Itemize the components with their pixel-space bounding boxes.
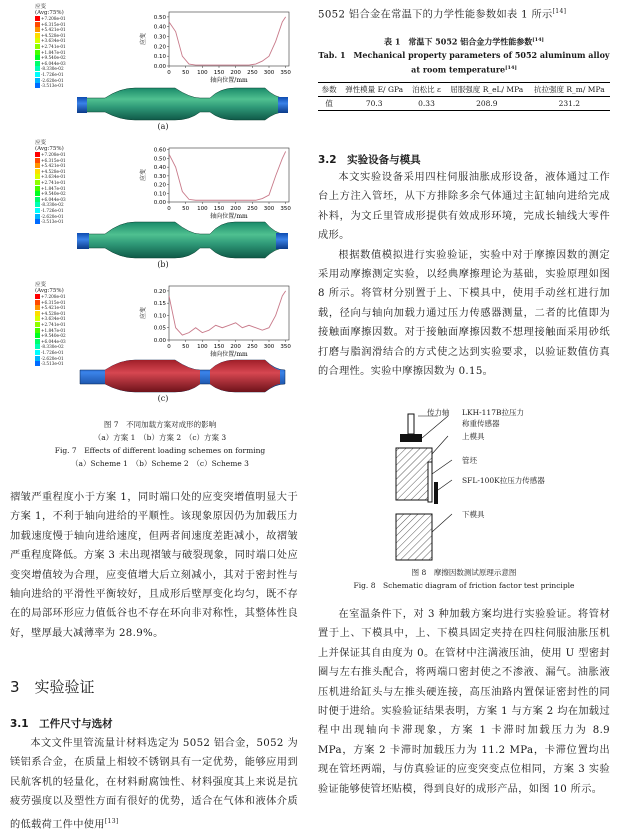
legend-swatch: [35, 344, 40, 349]
legend-value: -1.726e-01: [41, 207, 64, 213]
th-modulus: 弹性模量 E/ GPa: [345, 85, 404, 94]
y-axis-label: 应变: [140, 306, 147, 320]
legend-value: +3.634e-01: [41, 38, 66, 44]
x-tick-label: 250: [247, 206, 258, 212]
legend-swatch: [35, 333, 40, 338]
legend-value: +7.208e-01: [41, 16, 66, 21]
legend-value: +1.847e-01: [41, 327, 66, 333]
fig8-caption-cn: 图 8 摩擦因数测试原理示意图: [411, 568, 517, 577]
x-tick-label: 0: [167, 344, 171, 350]
left-body-text: [10, 488, 298, 643]
x-tick-label: 250: [247, 344, 258, 350]
x-tick-label: 100: [197, 344, 208, 350]
legend-value: +3.634e-01: [41, 174, 66, 180]
right-bottom-text: [318, 605, 610, 799]
legend-swatch: [35, 158, 40, 163]
section-3-title: 3 实验验证: [10, 678, 95, 696]
legend-value: -3.513e-01: [41, 219, 64, 225]
strain-curve: [169, 17, 286, 65]
legend-value: +1.847e-01: [41, 49, 66, 55]
table1-title-cn: 表 1 常温下 5052 铝合金力学性能参数: [384, 36, 533, 47]
legend-swatch: [35, 322, 40, 327]
lower-die: [396, 514, 432, 560]
fig7-panel-a: [35, 4, 290, 132]
legend-swatch: [35, 305, 40, 310]
shaft-shape: [408, 414, 414, 434]
x-tick-label: 50: [182, 70, 190, 76]
x-axis-label: 轴向位置/mm: [210, 351, 248, 358]
legend-swatch: [35, 66, 40, 71]
legend-value: -2.620e-01: [41, 213, 64, 219]
strain-chart-a: [135, 8, 295, 88]
legend-swatch: [35, 83, 40, 88]
legend-swatch: [35, 72, 40, 77]
legend-swatch: [35, 152, 40, 157]
legend-value: +9.540e-02: [41, 191, 66, 197]
legend-title: 应变: [35, 282, 47, 288]
fig7-caption-en: Fig. 7 Effects of different loading schemes on forming: [54, 446, 266, 455]
legend-c: [35, 282, 67, 367]
legend-value: +7.208e-01: [41, 294, 66, 299]
x-tick-label: 300: [263, 70, 275, 76]
legend-rows: [35, 294, 67, 367]
legend-a: [35, 4, 67, 89]
legend-swatch: [35, 197, 40, 202]
legend-swatch: [35, 350, 40, 355]
x-tick-label: 350: [280, 344, 291, 350]
th-yield: 屈服强度 R_eL/ MPa: [450, 85, 524, 94]
legend-swatch: [35, 202, 40, 207]
legend-value: +6.044e-03: [41, 338, 66, 344]
tube-blank: [428, 462, 432, 502]
y-tick-label: 0.00: [153, 64, 166, 70]
legend-value: -8.330e-02: [41, 344, 64, 350]
y-tick-label: 0.00: [153, 200, 166, 206]
legend-swatch: [35, 311, 40, 316]
legend-swatch: [35, 38, 40, 43]
fig7-caption-cn: 图 7 不同加载方案对成形的影响: [103, 420, 217, 429]
legend-swatch: [35, 208, 40, 213]
legend-value: +1.847e-01: [41, 185, 66, 191]
legend-value: +5.421e-01: [41, 27, 66, 33]
table1-title: [318, 34, 610, 76]
legend-sub: (Avg:75%): [35, 288, 64, 294]
td-yield: 208.9: [476, 99, 498, 108]
label-sensor2: SFL-100K拉压力传感器: [462, 476, 545, 485]
x-tick-label: 300: [263, 344, 275, 350]
legend-value: +5.421e-01: [41, 163, 66, 169]
y-tick-label: 0.10: [153, 313, 166, 320]
th-poisson: 泊松比 ε: [412, 85, 441, 94]
legend-value: -8.330e-02: [41, 66, 64, 72]
ref-14: [14]: [552, 8, 567, 15]
x-tick-label: 100: [197, 206, 208, 212]
legend-swatch: [35, 33, 40, 38]
legend-value: +4.528e-01: [41, 310, 66, 316]
section-3-1-title: 3.1 工件尺寸与选材: [10, 718, 113, 730]
x-tick-label: 150: [213, 206, 225, 212]
legend-swatch: [35, 219, 40, 224]
label-lower-die: 下模具: [462, 510, 485, 519]
strain-chart-b: [135, 144, 295, 224]
label-upper-die: 上模具: [462, 432, 485, 441]
plot-frame: [169, 286, 289, 340]
fig7-panel-c: [35, 282, 290, 407]
label-tube: 管坯: [462, 456, 477, 465]
right-top-text: [318, 2, 610, 25]
legend-swatch: [35, 328, 40, 333]
legend-value: +6.044e-03: [41, 196, 66, 202]
sensor2-shape: [434, 482, 438, 504]
y-tick-label: 0.20: [153, 182, 166, 189]
legend-swatch: [35, 163, 40, 168]
y-axis-label: 应变: [140, 168, 147, 182]
x-tick-label: 350: [280, 70, 291, 76]
panel-label-a: (a): [157, 122, 169, 131]
fig7-sub-en: （a）Scheme 1 （b）Scheme 2 （c）Scheme 3: [71, 459, 249, 468]
x-tick-label: 150: [213, 344, 225, 350]
legend-value: +6.315e-01: [41, 157, 66, 163]
y-tick-label: 0.30: [153, 34, 166, 41]
x-tick-label: 50: [182, 206, 190, 212]
legend-value: +4.528e-01: [41, 168, 66, 174]
x-axis-label: 轴向位置/mm: [210, 213, 248, 220]
panel-label-b: (b): [157, 260, 169, 269]
strain-chart-c: [135, 282, 295, 362]
sec31-text: [10, 734, 298, 834]
y-tick-label: 0.00: [153, 338, 166, 344]
x-tick-label: 200: [230, 206, 241, 212]
fig7-panel-b: [35, 140, 290, 270]
legend-entry: [35, 83, 67, 89]
legend-value: -2.620e-01: [41, 355, 64, 361]
legend-value: -2.620e-01: [41, 77, 64, 83]
x-axis-label: 轴向位置/mm: [210, 77, 248, 84]
legend-sub: (Avg:75%): [35, 146, 64, 152]
x-tick-label: 250: [247, 70, 258, 76]
y-tick-label: 0.10: [153, 54, 166, 61]
legend-value: -1.726e-01: [41, 349, 64, 355]
legend-value: +3.634e-01: [41, 316, 66, 322]
legend-value: +6.315e-01: [41, 21, 66, 27]
panel-label-c: (c): [157, 394, 169, 403]
label-shaft: 传力轴: [427, 408, 450, 417]
td-tensile: 231.2: [558, 99, 581, 108]
strain-curve: [169, 151, 286, 200]
legend-swatch: [35, 22, 40, 27]
legend-entry: [35, 219, 67, 225]
legend-value: +9.540e-02: [41, 55, 66, 61]
legend-swatch: [35, 356, 40, 361]
y-tick-label: 0.40: [153, 24, 166, 31]
sec32-paragraph-2: 根据数值模拟进行实验验证，实验中对于摩擦因数的测定采用动摩擦测定实验，以经典摩擦理论为基础，实验原理如图 8 所示。将管材分别置于上、下模具中，使用手动丝杠进行加载，径向与轴向加载力通过压力传感器测量，二者的比值即为接触面摩擦因数。对于接触面摩擦因数不想理接触面采用砂纸打磨与脂润滑结合的方式使之达到实验要求，以验证数值仿真的合理性。实验中摩擦因数为 0.15。: [318, 249, 610, 378]
y-tick-label: 0.15: [153, 301, 166, 308]
legend-value: -3.513e-01: [41, 83, 64, 89]
th-tensile: 抗拉强度 R_m/ MPa: [534, 85, 605, 94]
legend-swatch: [35, 16, 40, 21]
legend-value: -3.513e-01: [41, 361, 64, 367]
legend-title: 应变: [35, 4, 47, 10]
ref-13: [13]: [104, 817, 119, 825]
table1-value-row: [318, 97, 610, 111]
legend-rows: [35, 16, 67, 89]
legend-swatch: [35, 61, 40, 66]
legend-swatch: [35, 300, 40, 305]
legend-swatch: [35, 78, 40, 83]
table1-title-ref: [14]: [532, 37, 544, 43]
table1-header-row: [318, 83, 610, 97]
right-top-paragraph: 5052 铝合金在常温下的力学性能参数如表 1 所示: [318, 9, 553, 21]
plot-frame: [169, 148, 289, 202]
legend-sub: (Avg:75%): [35, 10, 64, 16]
sec31-paragraph: 本文文件里管流量计材料选定为 5052 铝合金，5052 为镁铝系合金，在质量上相较不锈钢具有一定优势，能够应用到民航客机的轻量化，在材料耐腐蚀性、材料强度其上来说是抗疲劳强度以及塑性方面有很好的优势，适合在气体和液体介质的低载荷工件中使用: [10, 738, 298, 831]
legend-entry: [35, 361, 67, 367]
x-tick-label: 300: [263, 206, 275, 212]
legend-swatch: [35, 27, 40, 32]
x-tick-label: 100: [197, 70, 208, 76]
fig7-caption: [40, 418, 280, 470]
legend-swatch: [35, 180, 40, 185]
x-tick-label: 0: [167, 70, 171, 76]
y-tick-label: 0.60: [153, 147, 166, 154]
legend-swatch: [35, 50, 40, 55]
legend-value: +2.741e-01: [41, 321, 66, 327]
left-paragraph: 褶皱严重程度小于方案 1，同时端口处的应变突增值明显大于方案 1，不利于轴向进给的平顺性。该现象原因仍为加载压力加载速度慢于轴向进给速度，但两者间速度差距减小，故褶皱严重程度降低。方案 3 未出现褶皱与破裂现象，同时端口处应变突增值较为合理，应变值增大后立刻减小，其对于密封性与轴向进给的平滑性平衡较好，且成形后壁厚变化均匀，既不存在的局部环形应力值低谷也不存在环向非对称性，其整体性良好，壁厚最大减薄率为 28.9%。: [10, 492, 298, 639]
legend-swatch: [35, 294, 40, 299]
th-param: 参数: [321, 85, 337, 94]
x-tick-label: 0: [167, 206, 171, 212]
fig7-sub-cn: （a）方案 1 （b）方案 2 （c）方案 3: [93, 433, 227, 442]
right-bottom-paragraph: 在室温条件下，对 3 种加载方案均进行实验验证。将管材置于上、下模具中，上、下模具固定夹持在四柱伺服油胀压机上并保证其自由度为 0。在管材中注满液压油，使用 U 型密封圈与左右推头配合，将两端口密封使之不渗液、漏气。油胀液压机进给缸头与左推头硬连接，高压油路内置保证密封性的同时便于进给。实验验证结果表明，方案 1 与方案 2 均在加载过程中出现轴向卡滞现象，方案 1 卡滞时加载压力为 8.9 MPa，方案 2 卡滞时加载压力为 11.2 MPa，卡滞位置均出现在管坯两端，与仿真验证的应变突变点位相同，方案 3 实验验证能够使管坯贴模，得到良好的成形产品，如图 10 所示。: [318, 609, 610, 795]
sec32-paragraph-1: 本文实验设备采用四柱伺服油胀成形设备，液体通过工作台上方注入管坯，从下方排除多余气体通过主缸轴向进给完成补料，为文丘里管成形提供有效成形环境，完成长轴线大零件成形。: [318, 172, 610, 242]
legend-value: +7.208e-01: [41, 152, 66, 157]
legend-value: +2.741e-01: [41, 179, 66, 185]
upper-die: [396, 448, 432, 500]
y-tick-label: 0.50: [153, 156, 166, 163]
legend-value: +4.528e-01: [41, 32, 66, 38]
td-modulus: 70.3: [365, 99, 383, 108]
legend-value: +2.741e-01: [41, 43, 66, 49]
table1: [318, 82, 610, 111]
fig8-caption-en: Fig. 8 Schematic diagram of friction factor test principle: [353, 581, 575, 590]
y-tick-label: 0.10: [153, 191, 166, 198]
section-3-2-title: 3.2 实验设备与模具: [318, 154, 421, 166]
legend-swatch: [35, 339, 40, 344]
legend-rows: [35, 152, 67, 225]
legend-swatch: [35, 186, 40, 191]
x-tick-label: 200: [230, 344, 241, 350]
y-tick-label: 0.20: [153, 44, 166, 51]
y-tick-label: 0.05: [153, 325, 166, 332]
y-axis-label: 应变: [140, 32, 147, 46]
legend-swatch: [35, 44, 40, 49]
legend-swatch: [35, 55, 40, 60]
x-tick-label: 50: [182, 344, 190, 350]
legend-value: +6.044e-03: [41, 60, 66, 66]
legend-swatch: [35, 214, 40, 219]
y-tick-label: 0.50: [153, 14, 166, 21]
legend-swatch: [35, 174, 40, 179]
table1-title-en-ref: [14]: [505, 64, 517, 71]
y-tick-label: 0.20: [153, 288, 166, 295]
legend-swatch: [35, 169, 40, 174]
plot-frame: [169, 12, 289, 66]
fig8-caption: [318, 566, 610, 592]
legend-swatch: [35, 191, 40, 196]
legend-value: +6.315e-01: [41, 299, 66, 305]
legend-b: [35, 140, 67, 225]
x-tick-label: 150: [213, 70, 225, 76]
y-tick-label: 0.30: [153, 173, 166, 180]
legend-title: 应变: [35, 140, 47, 146]
tube-render-b: [75, 218, 290, 260]
label-sensor1b: 称重传感器: [462, 419, 500, 428]
legend-value: +5.421e-01: [41, 305, 66, 311]
td-label: 值: [325, 99, 333, 108]
strain-curve: [169, 291, 286, 335]
x-tick-label: 200: [230, 70, 241, 76]
tube-render-a: [75, 82, 290, 122]
sensor1-shape: [400, 434, 422, 442]
label-sensor1: LKH-117B拉压力: [462, 408, 524, 417]
sec32-text: [318, 168, 610, 381]
x-tick-label: 350: [280, 206, 291, 212]
tube-render-c: [75, 354, 290, 394]
legend-value: -8.330e-02: [41, 202, 64, 208]
y-tick-label: 0.40: [153, 165, 166, 172]
legend-value: -1.726e-01: [41, 71, 64, 77]
legend-value: +9.540e-02: [41, 333, 66, 339]
td-poisson: 0.33: [418, 99, 435, 108]
legend-swatch: [35, 316, 40, 321]
legend-swatch: [35, 361, 40, 366]
table1-title-en: Tab. 1 Mechanical property parameters of 5052 aluminum alloy at room temperature: [318, 49, 610, 75]
